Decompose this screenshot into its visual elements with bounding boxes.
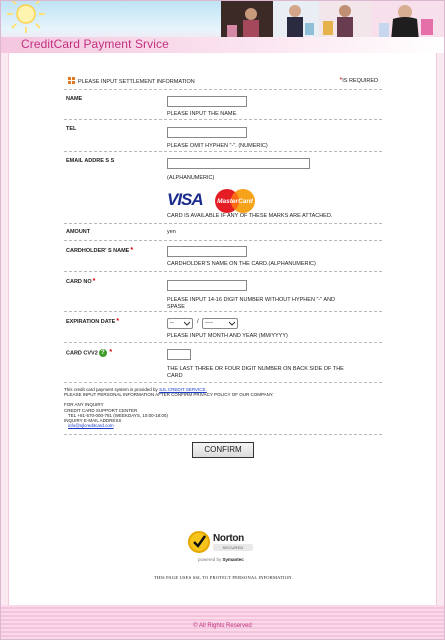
name-input[interactable]	[167, 96, 247, 107]
card-number-label: CARD NO*	[66, 278, 96, 285]
cardholder-row	[64, 240, 382, 271]
ssl-notice: THIS PAGE USES SSL TO PROTECT PERSONAL INFORMATION.	[154, 575, 293, 580]
cvv-input[interactable]	[167, 349, 191, 360]
right-border	[436, 53, 444, 605]
norton-name: Norton	[213, 533, 244, 544]
email-help: (ALPHANUMERIC)	[167, 175, 215, 181]
card-number-row	[64, 271, 382, 311]
expiration-separator: /	[197, 319, 199, 325]
checkmark-icon	[188, 531, 210, 553]
expiration-label: EXPIRATION DATE*	[66, 318, 120, 325]
inquiry-email-link[interactable]: info@sjlcreditcard.com	[68, 423, 114, 429]
shopper-photo	[273, 1, 319, 41]
left-border	[1, 53, 9, 605]
norton-seal[interactable]	[188, 529, 256, 567]
cardholder-label: CARDHOLDER' S NAME*	[66, 247, 134, 254]
cards-help: CARD IS AVAILABLE IF ANY OF THESE MARKS ARE ATTACHED.	[167, 213, 333, 219]
provider-link[interactable]: SJL CREDIT SERVICE.	[159, 387, 207, 392]
name-label: NAME	[66, 96, 83, 102]
card-number-input[interactable]	[167, 280, 247, 291]
footer	[1, 605, 444, 639]
card-logos	[167, 187, 263, 213]
visa-logo: VISA	[167, 190, 213, 210]
cvv-label: CARD CVV2 ? *	[66, 349, 113, 357]
expiration-help: PLEASE INPUT MONTH AND YEAR (MM/YYYY)	[167, 333, 288, 339]
name-help: PLEASE INPUT THE NAME.	[167, 111, 238, 117]
required-star: *	[109, 349, 113, 357]
email-row	[64, 151, 382, 183]
required-note: *IS REQUIRED	[339, 77, 378, 84]
card-logos-row	[64, 183, 382, 223]
help-icon[interactable]: ?	[99, 349, 107, 357]
shopper-photo	[319, 1, 371, 41]
expiration-year-select[interactable]: ----	[202, 318, 238, 329]
chevron-down-icon	[184, 321, 190, 326]
amount-row	[64, 223, 382, 240]
payment-form	[64, 75, 382, 460]
required-star: *	[130, 247, 134, 254]
required-star: *	[92, 278, 96, 285]
tel-help: PLEASE OMIT HYPHEN "-". (NUMERIC)	[167, 143, 268, 149]
confirm-button[interactable]: CONFIRM	[192, 442, 254, 458]
tel-row	[64, 119, 382, 151]
settlement-heading: PLEASE INPUT SETTLEMENT INFORMATION	[78, 79, 195, 85]
cvv-row	[64, 342, 382, 382]
sun-icon	[7, 1, 45, 33]
header-photo-strip	[221, 1, 444, 41]
page-title: CreditCard Payment Srvice	[21, 37, 169, 51]
email-label: EMAIL ADDRE S S	[66, 158, 115, 164]
required-star: *	[116, 318, 120, 325]
cardholder-help: CARDHOLDER'S NAME ON THE CARD.(ALPHANUMERIC)	[167, 261, 316, 267]
amount-value: yen	[167, 229, 176, 235]
form-header	[64, 75, 382, 89]
email-input[interactable]	[167, 158, 310, 169]
shopper-photo	[221, 1, 273, 41]
norton-secured: SECURED	[213, 544, 253, 551]
cardholder-input[interactable]	[167, 246, 247, 257]
norton-powered-by: powered by Symantec	[198, 557, 244, 562]
cvv-help: THE LAST THREE OR FOUR DIGIT NUMBER ON BACK SIDE OF THE CARD	[167, 366, 344, 379]
provider-info: This credit card payment system is provided by SJL CREDIT SERVICE. PLEASE INPUT PERSONAL INFORMATION AFTER CONFIRM PRIVACY POLICY OF OUR COMPANY. FOR ANY INQUIRY CREDIT CARD SUPPORT CENTER TEL +81-570-000-781 (WEEKDAYS, 10:00-18:00) INQUIRY E-MAIL ADDRESS info@sjlcreditcard.com	[64, 382, 382, 434]
grid-icon	[68, 77, 75, 84]
amount-label: AMOUNT	[66, 229, 91, 235]
copyright: © All Rights Reserved	[193, 623, 252, 629]
expiration-row	[64, 311, 382, 342]
mastercard-text: MasterCard	[217, 198, 253, 205]
tel-label: TEL	[66, 126, 77, 132]
expiration-month-select[interactable]: --	[167, 318, 193, 329]
tel-input[interactable]	[167, 127, 247, 138]
chevron-down-icon	[229, 321, 235, 326]
shopper-photo	[371, 1, 444, 41]
mastercard-logo	[213, 188, 257, 214]
card-number-help: PLEASE INPUT 14-16 DIGIT NUMBER WITHOUT HYPHEN "-" AND SPASE	[167, 297, 336, 310]
confirm-row	[64, 434, 382, 460]
header-banner	[1, 1, 444, 53]
name-row	[64, 89, 382, 119]
